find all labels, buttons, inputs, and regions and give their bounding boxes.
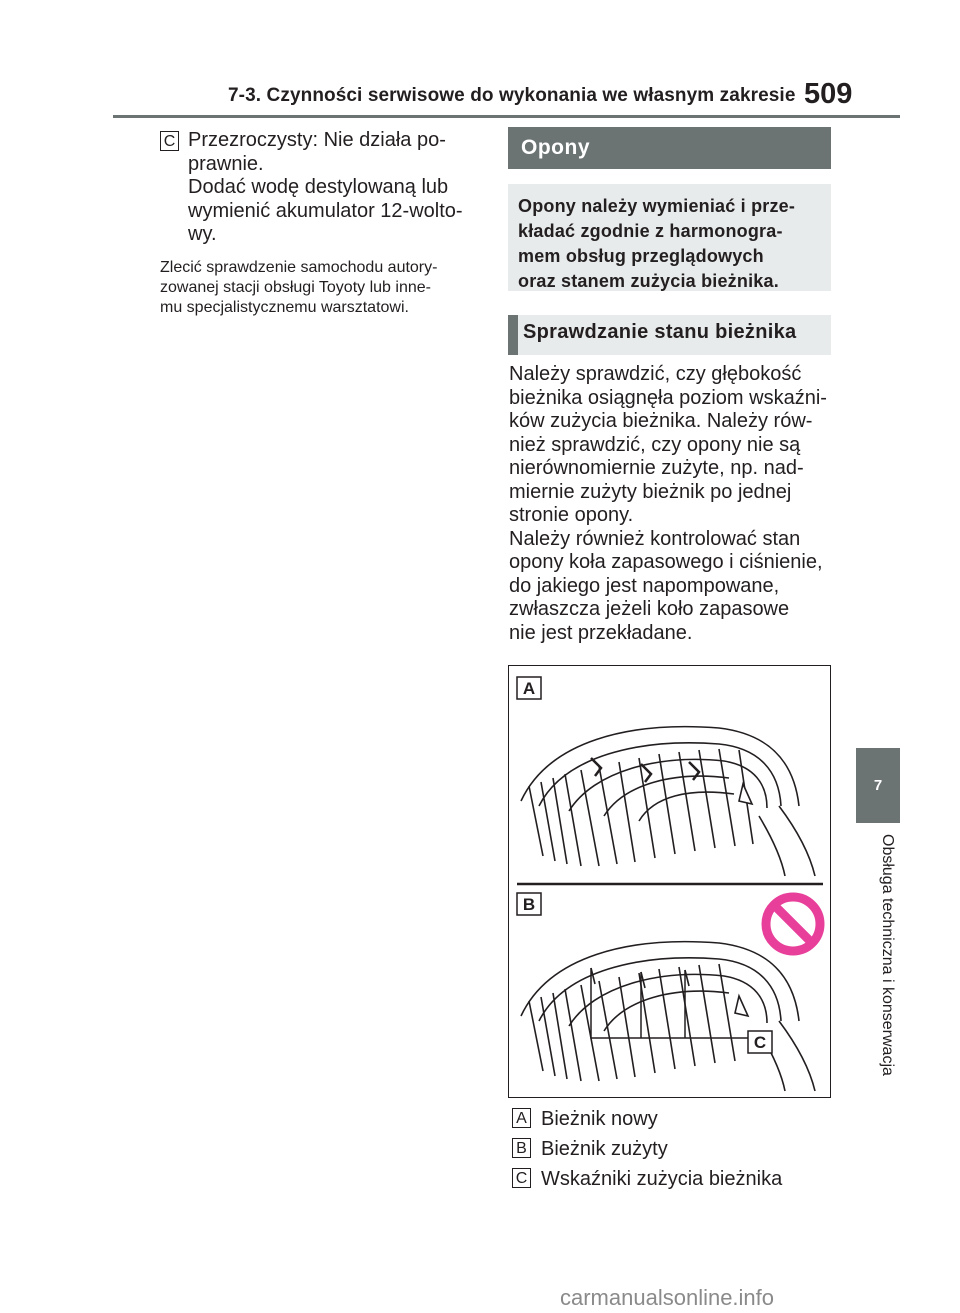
text-line: wymienić akumulator 12-wolto- — [188, 199, 463, 222]
body-line: nie jest przekładane. — [509, 621, 693, 644]
intro-box — [508, 184, 831, 291]
prohibition-icon — [766, 897, 820, 951]
tire-illustration — [509, 666, 830, 1097]
text-line: Dodać wodę destylowaną lub — [188, 176, 449, 198]
body-line: nierównomiernie zużyte, np. nad- — [509, 457, 804, 479]
legend-badge-a: A — [512, 1108, 531, 1128]
body-line: stronie opony. — [509, 504, 634, 526]
label-b: B — [522, 895, 536, 914]
tire-new — [521, 727, 815, 876]
body-line: bieżnika osiągnęła poziom wskaźni- — [509, 386, 827, 409]
body-line: ków zużycia bieżnika. Należy rów- — [509, 410, 813, 432]
legend-badge-b: B — [512, 1138, 531, 1158]
body-line: nież sprawdzić, czy opony nie są — [509, 433, 801, 456]
legend-text-a: Bieżnik nowy — [541, 1108, 658, 1130]
label-a: A — [522, 679, 536, 698]
item-c-text — [188, 129, 478, 247]
note-line: Zlecić sprawdzenie samochodu autory- — [160, 259, 438, 276]
footer-watermark: carmanualsonline.info — [560, 1285, 775, 1310]
body-line: do jakiego jest napompowane, — [509, 574, 780, 597]
legend-item-b — [512, 1138, 842, 1161]
page-number: 509 — [804, 78, 853, 110]
tire-tread-figure — [508, 665, 831, 1098]
section-heading-tires: Opony — [508, 127, 831, 169]
chapter-tab[interactable]: 7 — [856, 748, 900, 823]
tread-check-text — [509, 363, 839, 645]
legend-text-b: Bieżnik zużyty — [541, 1138, 668, 1160]
text-line: prawnie. — [188, 152, 264, 175]
badge-c: C — [160, 131, 179, 151]
note-line: mu specjalistycznemu warsztatowi. — [160, 299, 409, 316]
intro-line: oraz stanem zużycia bieżnika. — [518, 271, 779, 291]
section-title: 7-3. Czynności serwisowe do wykonania we własnym zakresie — [228, 85, 796, 106]
chapter-title: Obsługa techniczna i konserwacja — [879, 834, 896, 1076]
body-line: Należy również kontrolować stan — [509, 527, 801, 550]
body-line: miernie zużyty bieżnik po jednej — [509, 480, 792, 503]
intro-line: Opony należy wymieniać i prze- — [518, 196, 796, 216]
intro-line: mem obsług przeglądowych — [518, 246, 764, 266]
body-line: Należy sprawdzić, czy głębokość — [509, 363, 802, 385]
label-c: C — [753, 1033, 767, 1052]
legend-badge-c: C — [512, 1168, 531, 1188]
subsection-heading: Sprawdzanie stanu bieżnika — [508, 315, 831, 355]
header-divider — [113, 115, 900, 118]
body-line: zwłaszcza jeżeli koło zapasowe — [509, 598, 790, 620]
service-note — [160, 258, 480, 318]
intro-line: kładać zgodnie z harmonogra- — [518, 221, 783, 241]
legend-text-c: Wskaźniki zużycia bieżnika — [541, 1168, 783, 1190]
body-line: opony koła zapasowego i ciśnienie, — [509, 551, 823, 573]
text-line: wy. — [188, 223, 217, 245]
legend-item-a — [512, 1108, 842, 1131]
legend-item-c — [512, 1168, 842, 1191]
tire-worn — [521, 942, 815, 1091]
text-line: Przezroczysty: Nie działa po- — [188, 129, 446, 151]
note-line: zowanej stacji obsługi Toyoty lub inne- — [160, 279, 431, 296]
